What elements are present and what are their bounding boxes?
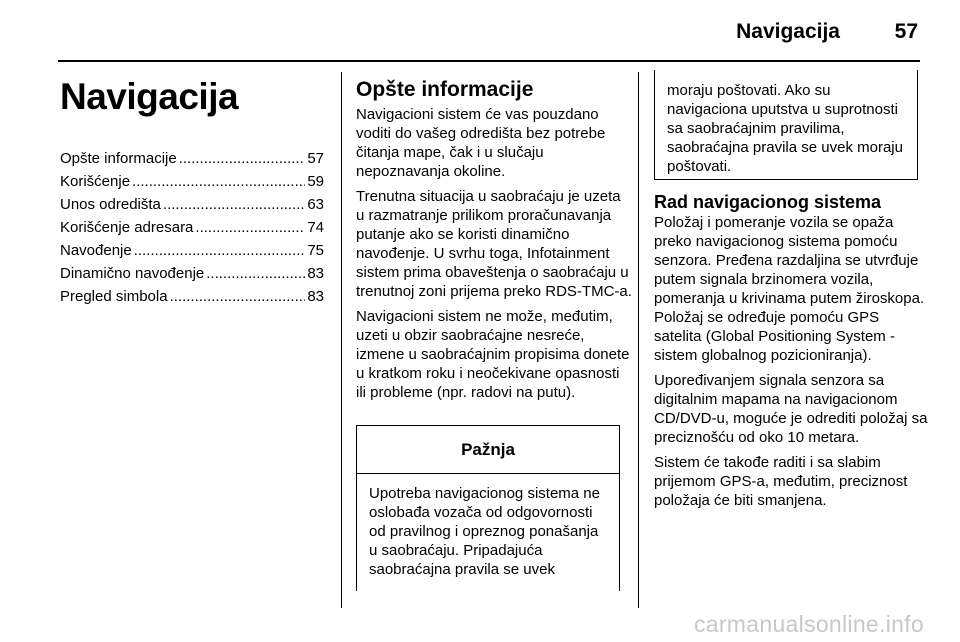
subsection-heading: Rad navigacionog sistema bbox=[654, 192, 882, 212]
warning-notice-continued: moraju poštovati. Ako su navigaciona uputstva u suprotnosti sa saobraćajnim pravilima, saobraćajna pravila se uvek moraju poštovati. bbox=[654, 70, 918, 180]
paragraph: Navigacioni sistem ne može, međutim, uzeti u obzir saobraćajne nesreće, izmene u saobraćajnim propisima donete u kratkom roku i neočekivane opasnosti ili probleme (npr. radovi na putu). bbox=[356, 308, 630, 401]
column-divider bbox=[638, 72, 639, 608]
section-heading: Opšte informacije bbox=[356, 78, 534, 101]
warning-notice bbox=[356, 425, 620, 591]
paragraph: Sistem će takođe raditi i sa slabim prijemom GPS-a, međutim, preciznost položaja će biti smanjena. bbox=[654, 454, 908, 509]
paragraph: Upoređivanjem signala senzora sa digitalnim mapama na navigacionom CD/DVD-u, moguće je odrediti položaj sa preciznošću od oko 10 metara. bbox=[654, 372, 928, 446]
toc-label: Korišćenje bbox=[60, 173, 131, 190]
toc-leader bbox=[170, 288, 306, 305]
toc-page: 83 bbox=[307, 265, 324, 282]
toc-label: Pregled simbola bbox=[60, 288, 168, 305]
toc-entry[interactable] bbox=[60, 242, 324, 265]
toc-page: 59 bbox=[307, 173, 324, 190]
operation-section bbox=[654, 192, 928, 516]
paragraph: Položaj i pomeranje vozila se opaža preko navigacionog sistema pomoću senzora. Pređena razdaljina se utvrđuje putem signala brzinomera vozila, pomeranja u krivinama putem žiroskopa. Položaj se određuje pomoću GPS satelita (Global Positioning System - sistem globalnog pozicioniranja). bbox=[654, 214, 925, 364]
toc-entry[interactable] bbox=[60, 265, 324, 288]
general-info-section bbox=[356, 78, 632, 408]
toc-label: Dinamično navođenje bbox=[60, 265, 205, 282]
toc-leader bbox=[163, 196, 305, 213]
chapter-title: Navigacija bbox=[60, 76, 239, 117]
toc-leader bbox=[132, 173, 305, 190]
table-of-contents bbox=[60, 150, 324, 311]
toc-label: Korišćenje adresara bbox=[60, 219, 194, 236]
toc-entry[interactable] bbox=[60, 219, 324, 242]
toc-page: 57 bbox=[307, 150, 324, 167]
toc-entry[interactable] bbox=[60, 196, 324, 219]
toc-leader bbox=[206, 265, 305, 282]
toc-label: Unos odredišta bbox=[60, 196, 161, 213]
toc-page: 63 bbox=[307, 196, 324, 213]
page-number: 57 bbox=[894, 20, 918, 43]
header-rule bbox=[58, 60, 920, 62]
toc-leader bbox=[134, 242, 306, 259]
toc-label: Opšte informacije bbox=[60, 150, 177, 167]
toc-entry[interactable] bbox=[60, 288, 324, 311]
toc-page: 75 bbox=[307, 242, 324, 259]
toc-page: 74 bbox=[307, 219, 324, 236]
watermark: carmanualsonline.info bbox=[693, 611, 924, 637]
running-header-title: Navigacija bbox=[736, 20, 840, 43]
toc-leader bbox=[195, 219, 305, 236]
toc-entry[interactable] bbox=[60, 173, 324, 196]
toc-label: Navođenje bbox=[60, 242, 132, 259]
paragraph: Trenutna situacija u saobraćaju je uzeta u razmatranje prilikom proračunavanja putanje ako se koristi dinamično navođenje. U svrhu toga, Infotainment sistem prima obaveštenja o saobraćaju u trenutnoj zoni prijema preko RDS-TMC-a. bbox=[356, 188, 632, 300]
column-divider bbox=[341, 72, 342, 608]
toc-page: 83 bbox=[307, 288, 324, 305]
notice-text: Upotreba navigacionog sistema ne oslobađa vozača od odgovornosti od pravilnog i opreznog ponašanja u saobraćaju. Pripadajuća saobraćajna pravila se uvek bbox=[369, 485, 600, 578]
toc-entry[interactable] bbox=[60, 150, 324, 173]
toc-leader bbox=[179, 150, 306, 167]
notice-heading: Pažnja bbox=[357, 426, 619, 474]
paragraph: Navigacioni sistem će vas pouzdano voditi do vašeg odredišta bez potrebe čitanja mape, čak i u slučaju nepoznavanja okoline. bbox=[356, 106, 606, 180]
